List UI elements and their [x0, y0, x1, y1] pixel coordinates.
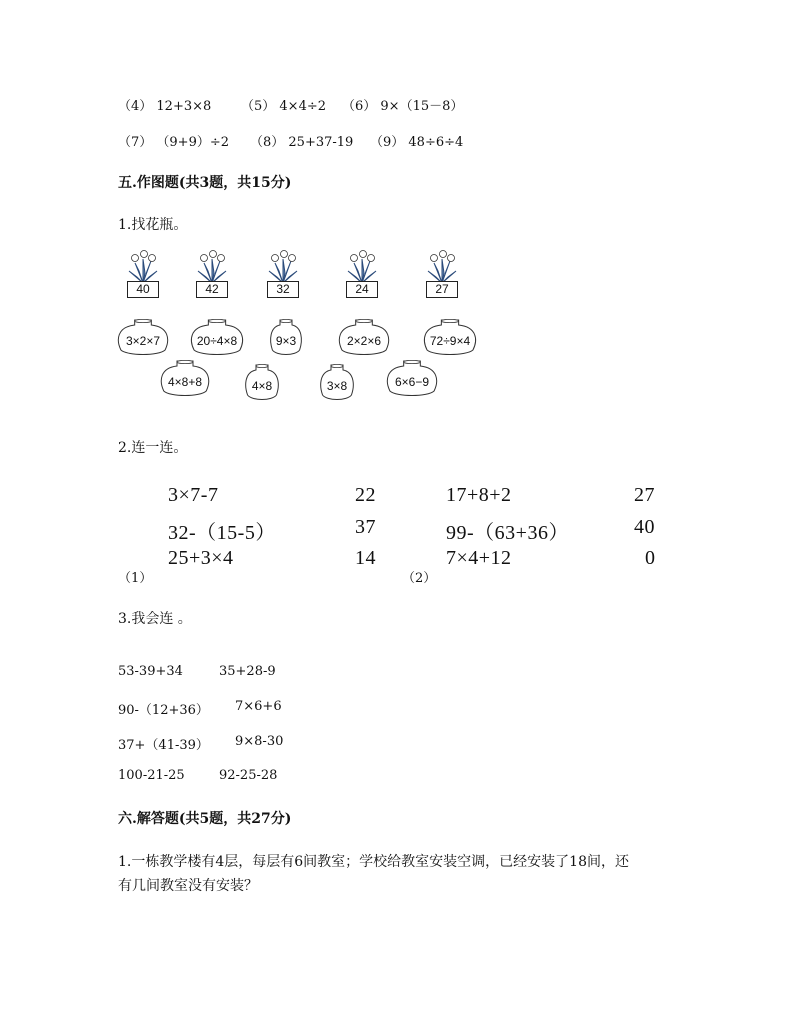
vase-expression: 6×6−9: [394, 375, 430, 389]
section5-heading: 五.作图题(共3题，共15分): [118, 175, 292, 191]
q2-p1-answer-3: 14: [355, 547, 376, 569]
q2-p1-expr-1: 3×7-7: [168, 484, 219, 506]
q2-title: 2.连一连。: [118, 440, 188, 456]
q3-left-4: 100-21-25: [118, 768, 185, 783]
flower-plant-icon: [342, 249, 382, 283]
vase-expression: 4×8: [251, 379, 273, 393]
q3-right-4: 92-25-28: [219, 768, 278, 783]
flower-plant-icon: [123, 249, 163, 283]
q2-p2-answer-1: 27: [634, 484, 655, 506]
q2-p1-expr-3: 25+3×4: [168, 547, 234, 569]
vase-expression: 4×8+8: [167, 375, 203, 389]
section6-q1-line2: 有几间教室没有安装？: [118, 878, 258, 894]
q2-p2-expr-2: 99-（63+36）: [446, 522, 569, 544]
problem-6: （6） 9×（15－8）: [342, 99, 464, 114]
flower-pot-number: 27: [426, 281, 458, 298]
q2-p2-answer-2: 40: [634, 516, 655, 538]
problem-4: （4） 12+3×8: [118, 99, 212, 114]
q2-p1-expr-2: 32-（15-5）: [168, 522, 276, 544]
vase-expression: 9×3: [275, 334, 297, 348]
flower-pot-number: 24: [346, 281, 378, 298]
problem-5: （5） 4×4÷2: [241, 99, 327, 114]
q3-right-1: 35+28-9: [219, 664, 276, 679]
q2-part1-label: （1）: [118, 571, 153, 586]
q2-p2-answer-3: 0: [645, 547, 656, 569]
flower-pot-number: 32: [267, 281, 299, 298]
section6-heading: 六.解答题(共5题，共27分): [118, 811, 292, 827]
problem-8: （8） 25+37-19: [250, 135, 354, 150]
q2-p1-answer-1: 22: [355, 484, 376, 506]
q1-title: 1.找花瓶。: [118, 217, 188, 233]
vase-expression: 2×2×6: [346, 334, 382, 348]
q2-p2-expr-1: 17+8+2: [446, 484, 512, 506]
q2-p1-answer-2: 37: [355, 516, 376, 538]
q2-p2-expr-3: 7×4+12: [446, 547, 512, 569]
flower-plant-icon: [422, 249, 462, 283]
q3-title: 3.我会连 。: [118, 611, 192, 627]
q2-part2-label: （2）: [402, 571, 437, 586]
vase-expression: 72÷9×4: [429, 334, 471, 348]
q3-right-2: 7×6+6: [235, 699, 282, 714]
vase-expression: 3×8: [326, 379, 348, 393]
q3-left-2: 90-（12+36）: [118, 703, 209, 718]
q3-left-1: 53-39+34: [118, 664, 183, 679]
vase-expression: 20÷4×8: [196, 334, 238, 348]
vase-expression: 3×2×7: [125, 334, 161, 348]
flower-plant-icon: [263, 249, 303, 283]
flower-pot-number: 42: [196, 281, 228, 298]
q3-left-3: 37+（41-39）: [118, 738, 209, 753]
problem-7: （7） （9+9）÷2: [118, 135, 230, 150]
section6-q1-line1: 1.一栋教学楼有4层，每层有6间教室；学校给教室安装空调，已经安装了18间，还: [118, 854, 629, 870]
flower-plant-icon: [192, 249, 232, 283]
problem-9: （9） 48÷6÷4: [370, 135, 464, 150]
q3-right-3: 9×8-30: [235, 734, 284, 749]
flower-pot-number: 40: [127, 281, 159, 298]
